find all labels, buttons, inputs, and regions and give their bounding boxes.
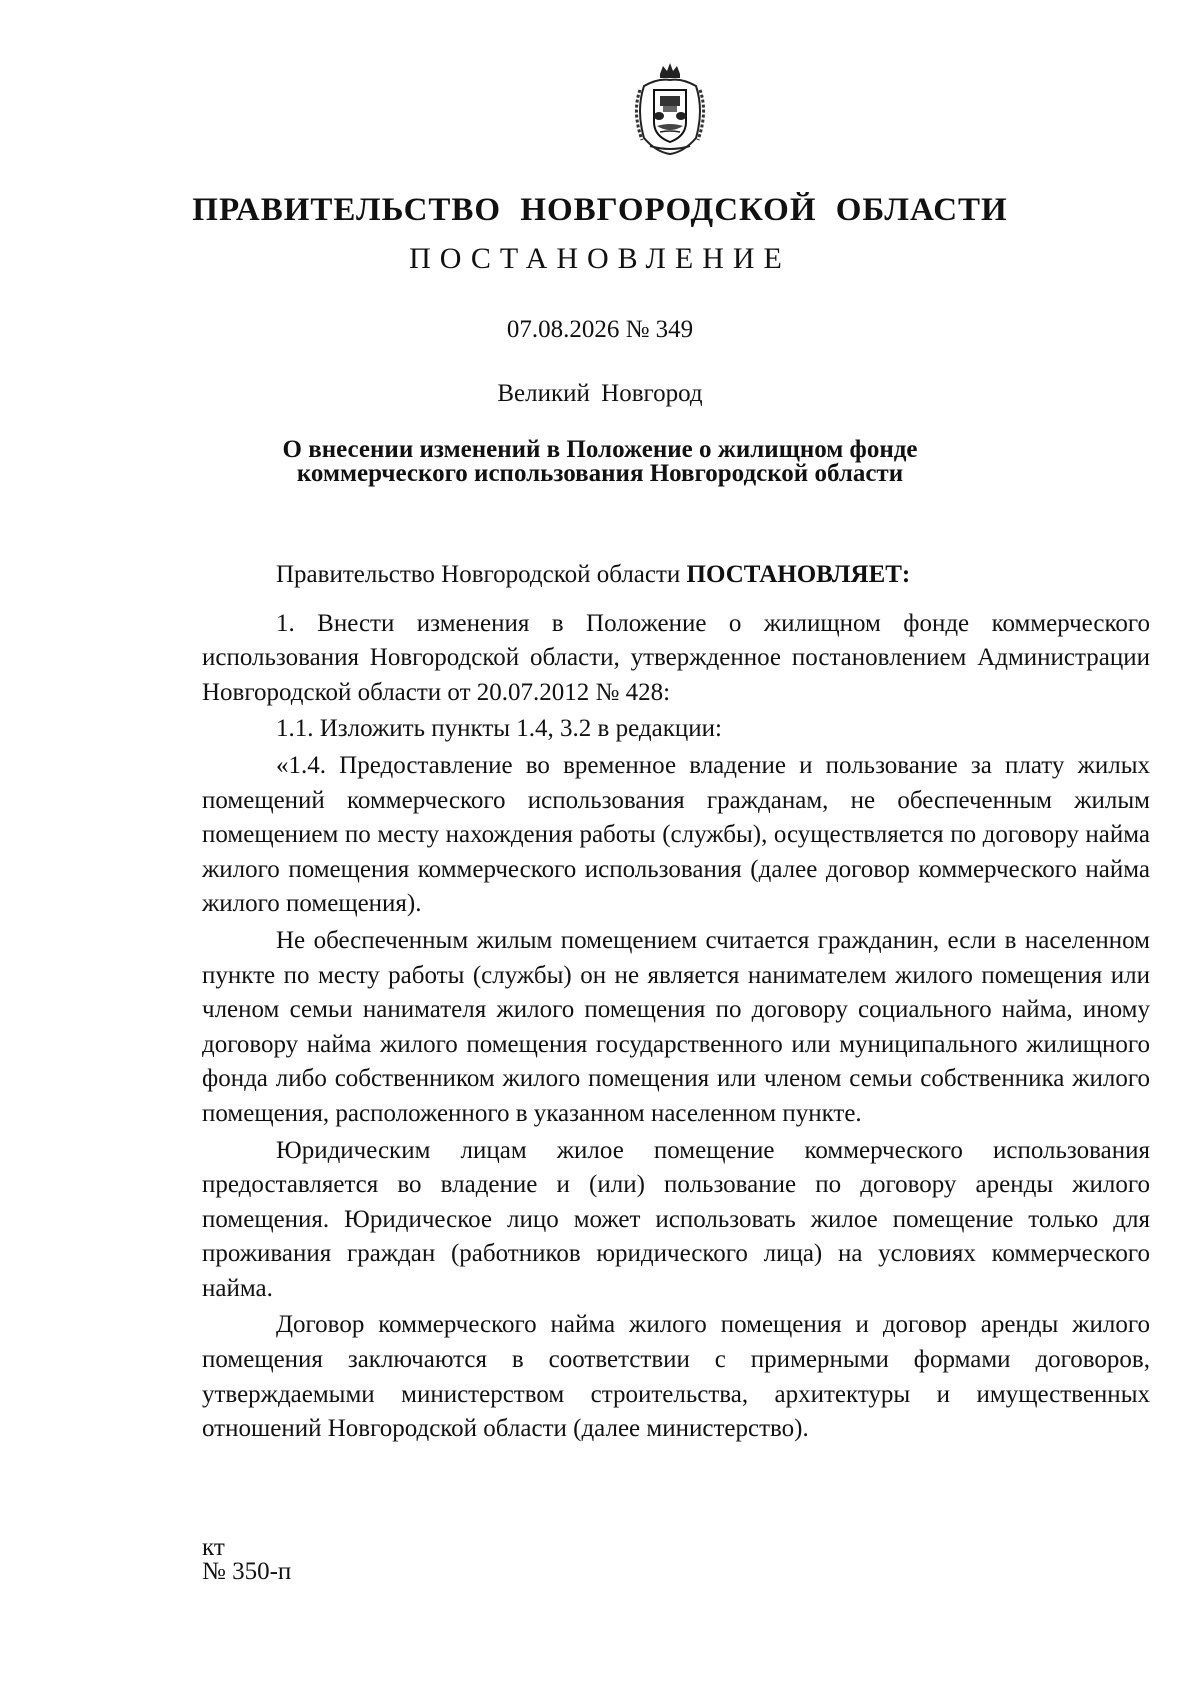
document-number: 349 [655,316,694,343]
document-footer [202,1536,291,1584]
footer-reference: № 350-п [202,1558,292,1585]
paragraph-1-1: 1.1. Изложить пункты 1.4, 3.2 в редакции: [276,715,722,743]
number-label: № [625,316,650,343]
organization-name: ПРАВИТЕЛЬСТВО НОВГОРОДСКОЙ ОБЛАСТИ [192,192,1008,228]
coat-of-arms-icon [630,60,710,156]
resolves-keyword: ПОСТАНОВЛЯЕТ: [686,561,911,588]
title-line-2: коммерческого использования Новгородской области [296,460,904,487]
city-name: Великий Новгород [497,380,703,407]
paragraph-1-4: «1.4. Предоставление во временное владение и пользование за плату жилых помещений коммерческого использования гражданам, не обеспеченным жилым помещением по месту нахождения работы (службы), осуществляется по договору найма жилого помещения коммерческого использования (далее договор коммерческого найма жилого помещения). [202,751,1150,918]
document-type: ПОСТАНОВЛЕНИЕ [409,242,791,275]
document-date: 07.08.2026 [506,316,620,343]
document-title [0,438,1200,486]
paragraph-legal-entities: Юридическим лицам жилое помещение коммерческого использования предоставляется во владение и (или) пользование по договору аренды жилого помещения. Юридическое лицо может использовать жилое помещение только для проживания граждан (работников юридического лица) на условиях коммерческого найма. [202,1136,1150,1302]
paragraph-1: 1. Внести изменения в Положение о жилищном фонде коммерческого использования Новгородской области, утвержденное постановлением Администрации Новгородской области от 20.07.2012 № 428: [202,609,1150,706]
footer-initials: кт [202,1534,225,1561]
paragraph-contract-forms: Договор коммерческого найма жилого помещения и договор аренды жилого помещения заключаются в соответствии с примерными формами договоров, утверждаемыми министерством строительства, архитектуры и имущественных отношений Новгородской области (далее министерство). [202,1311,1150,1443]
document-date-number [0,316,1200,344]
title-line-1: О внесении изменений в Положение о жилищном фонде [282,436,918,463]
paragraph-not-provided: Не обеспеченным жилым помещением считается гражданин, если в населенном пункте по месту работы (службы) он не является нанимателем жилого помещения или членом семьи нанимателя жилого помещения по договору социального найма, иному договору найма жилого помещения государственного или муниципального жилищного фонда либо собственником жилого помещения или членом семьи собственника жилого помещения, расположенного в указанном населенном пункте. [202,926,1150,1127]
intro-paragraph [202,558,1150,593]
document-body [202,558,1150,1447]
intro-text: Правительство Новгородской области [276,561,687,588]
